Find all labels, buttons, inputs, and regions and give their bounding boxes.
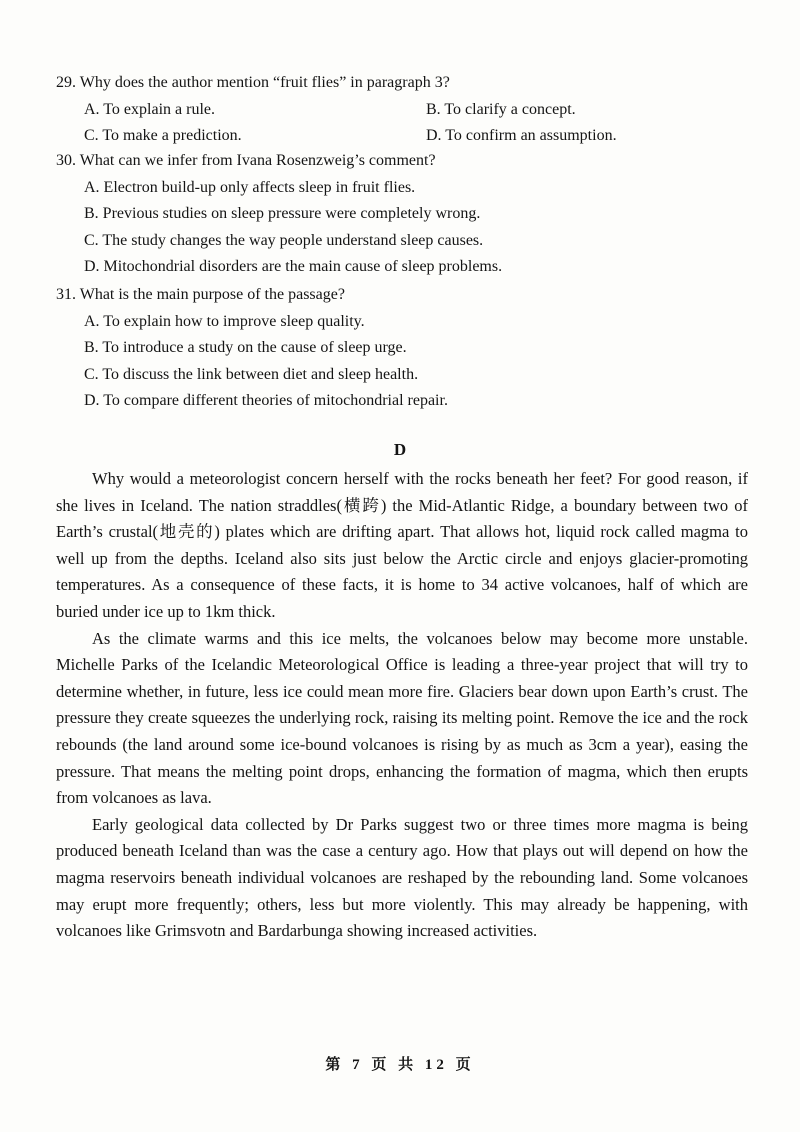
reading-passage [56, 466, 748, 945]
option-d: D. Mitochondrial disorders are the main cause of sleep problems. [84, 258, 503, 275]
option-d: D. To confirm an assumption. [426, 127, 617, 144]
option-a: A. Electron build-up only affects sleep in fruit flies. [84, 178, 416, 196]
option-b: B. To introduce a study on the cause of sleep urge. [84, 339, 407, 356]
option-b: B. Previous studies on sleep pressure were completely wrong. [84, 205, 481, 222]
option-c: C. The study changes the way people understand sleep causes. [84, 231, 484, 249]
question-29 [56, 70, 756, 150]
passage-paragraph-3: Early geological data collected by Dr Parks suggest two or three times more magma is being produced beneath Iceland than was the case a century ago. How that plays out will depend on how the magma reservoirs beneath individual volcanoes are reshaped by the rebounding land. Some volcanoes may erupt more frequently; others, less but more violently. This may already be happening, with volcanoes like Grimsvotn and Bardarbunga showing increased activities. [56, 814, 748, 941]
option-d: D. To compare different theories of mitochondrial repair. [84, 392, 448, 409]
option-c: C. To make a prediction. [84, 127, 242, 144]
question-31 [56, 282, 756, 415]
section-heading: D [393, 440, 407, 459]
option-b: B. To clarify a concept. [426, 100, 576, 118]
passage-paragraph-1: Why would a meteorologist concern herself with the rocks beneath her feet? For good reason, if she lives in Iceland. The nation straddles(横跨) the Mid-Atlantic Ridge, a boundary between two of Earth’s crustal(地壳的) plates which are drifting apart. That allows hot, liquid rock called magma to well up from the depths. Iceland also sits just below the Arctic circle and enjoys glacier-promoting temperatures. As a consequence of these facts, it is home to 34 active volcanoes, half of which are buried under ice up to 1km thick. [56, 469, 748, 621]
question-stem: 29. Why does the author mention “fruit flies” in paragraph 3? [56, 74, 450, 91]
question-30 [56, 148, 756, 281]
option-a: A. To explain a rule. [84, 100, 215, 118]
page-number: 第 7 页 共 12 页 [325, 1057, 475, 1073]
option-c: C. To discuss the link between diet and sleep health. [84, 365, 419, 383]
passage-paragraph-2: As the climate warms and this ice melts, the volcanoes below may become more unstable. Michelle Parks of the Icelandic Meteorological Office is leading a three-year project that will try to determine whether, in future, less ice could mean more fire. Glaciers bear down upon Earth’s crust. The pressure they create squeezes the underlying rock, raising its melting point. Remove the ice and the rock rebounds (the land around some ice-bound volcanoes is rising by as much as 3cm a year), easing the pressure. That means the melting point drops, enhancing the formation of magma, which then erupts from volcanoes as lava. [56, 628, 748, 808]
option-a: A. To explain how to improve sleep quality. [84, 312, 365, 330]
question-stem: 31. What is the main purpose of the passage? [56, 286, 345, 303]
question-stem: 30. What can we infer from Ivana Rosenzweig’s comment? [56, 152, 436, 169]
